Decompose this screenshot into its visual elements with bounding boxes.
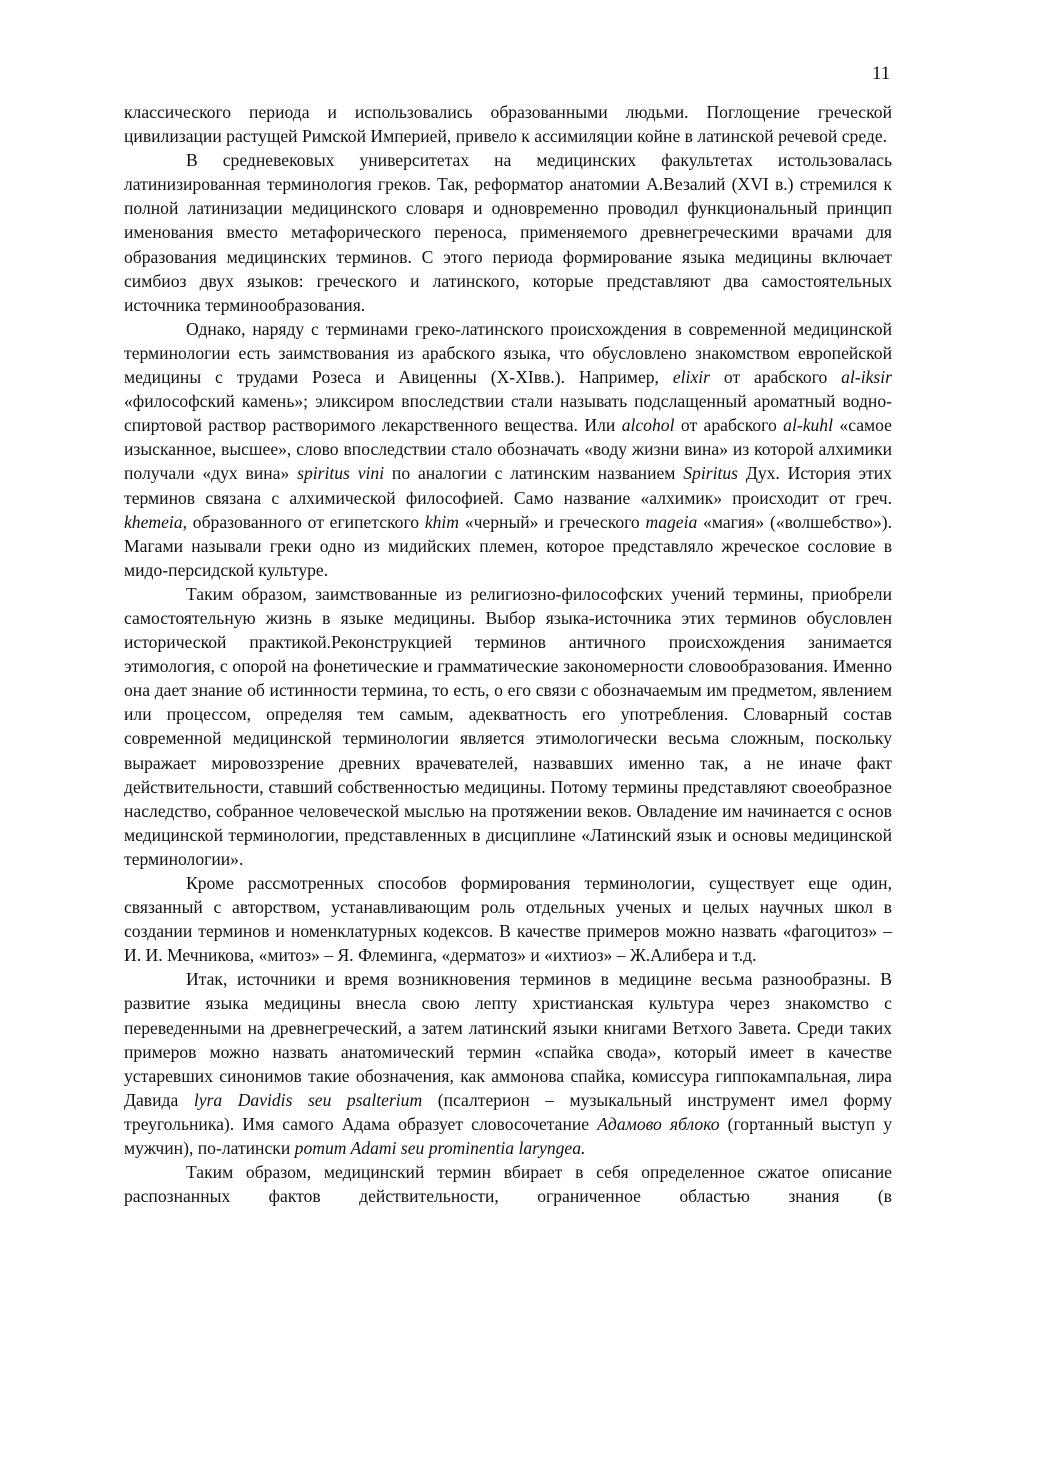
term-spiritus-vini: spiritus vini (297, 463, 385, 484)
paragraph-6: Итак, источники и время возникновения терминов в медицине весьма разнообразны. В развитие языка медицины внесла свою лепту христианская культура через знакомство с переведенными на древнегреческий, а затем латинский языки книгами Ветхого Завета. Среди таких примеров можно назвать анатомический термин «спайка свода», который имеет в качестве устаревших синонимов такие обозначения, как аммонова спайка, комиссура гиппокампальная, лира Давида lyra Davidis seu psalterium (псалтерион – музыкальный инструмент имел форму треугольника). Имя самого Адама образует словосочетание Адамово яблоко (гортанный выступ у мужчин), по-латински pomum Adami seu prominentia laryngea. (124, 969, 892, 1159)
term-khim: khim (424, 511, 460, 532)
paragraph-4: Таким образом, заимствованные из религиозно-философских учений термины, приобрели самостоятельную жизнь в языке медицины. Выбор языка-источника этих терминов обусловлен исторической практикой.Реконструкцией терминов античного происхождения занимается этимология, с опорой на фонетические и грамматические закономерности словообразования. Именно она дает знание об истинности термина, то есть, о его связи с обозначаемым им предметом, явлением или процессом, определяя тем самым, адекватность его употребления. Словарный состав современной медицинской терминологии является этимологически весьма сложным, поскольку выражает мировоззрение древних врачевателей, назвавших именно так, а не иначе факт действительности, ставший собственностью медицины. Потому термины представляют своеобразное наследство, собранное человеческой мыслью на протяжении веков. Овладение им начинается с основ медицинской терминологии, представленных в дисциплине «Латинский язык и основы медицинской терминологии». (124, 583, 892, 869)
term-lyra-davidis: lyra Davidis seu psalterium (193, 1089, 423, 1110)
term-al-kuhl: al-kuhl (783, 415, 833, 436)
term-alcohol: alcohol (621, 415, 675, 436)
paragraph-3: Однако, наряду с терминами греко-латинского происхождения в современной медицинской терминологии есть заимствования из арабского языка, что обусловлено знакомством европейской медицины с трудами Розеса и Авиценны (X-XIвв.). Например, elixir от арабского al-iksir «философский камень»; эликсиром впоследствии стали называть подслащенный ароматный водно-спиртовой раствор растворимого лекарственного вещества. Или alcohol от арабского al-kuhl «самое изысканное, высшее», слово впоследствии стало обозначать «воду жизни вина» из которой алхимики получали «дух вина» spiritus vini по аналогии с латинским названием Spiritus Дух. История этих терминов связана с алхимической философией. Cамо название «алхимик» происходит от греч. khemeia, образованного от египетского khim «черный» и греческого mageia «магия» («волшебство»). Магами называли греки одно из мидийских племен, которое представляло жреческое сословие в мидо-персидской культуре. (124, 318, 892, 580)
term-spiritus: Spiritus (683, 463, 738, 484)
term-adamovo-yabloko: Адамово яблоко (597, 1113, 720, 1134)
document-body (124, 100, 892, 1208)
paragraph-7: Таким образом, медицинский термин вбирает в себя определенное сжатое описание распознанных фактов действительности, ограниченное областью знания (в (124, 1162, 892, 1207)
term-pomum-adami: pomum Adami seu prominentia laryngea. (294, 1138, 586, 1159)
term-mageia: mageia (645, 511, 698, 532)
term-al-iksir: al-iksir (841, 367, 892, 388)
term-khemeia: khemeia, (124, 511, 188, 532)
paragraph-1: классического периода и использовались образованными людьми. Поглощение греческой цивилизации растущей Римской Империей, привело к ассимиляции койне в латинской речевой среде. (124, 102, 892, 147)
paragraph-5: Кроме рассмотренных способов формирования терминологии, существует еще один, связанный с авторством, устанавливающим роль отдельных ученых и целых научных школ в создании терминов и номенклатурных кодексов. В качестве примеров можно назвать «фагоцитоз» – И. И. Мечникова, «митоз» – Я. Флеминга, «дерматоз» и «ихтиоз» – Ж.Алибера и т.д. (124, 873, 892, 966)
page-number: 11 (872, 63, 891, 84)
paragraph-2: В средневековых университетах на медицинских факультетах истользовалась латинизированная терминология греков. Так, реформатор анатомии А.Везалий (XVI в.) стремился к полной латинизации медицинского словаря и одновременно проводил функциональный принцип именования вместо метафорического переноса, применяемого древнегреческими врачами для образования медицинских терминов. С этого периода формирование языка медицины включает симбиоз двух языков: греческого и латинского, которые представляют два самостоятельных источника терминообразования. (124, 150, 892, 315)
term-elixir: elixir (672, 367, 710, 388)
